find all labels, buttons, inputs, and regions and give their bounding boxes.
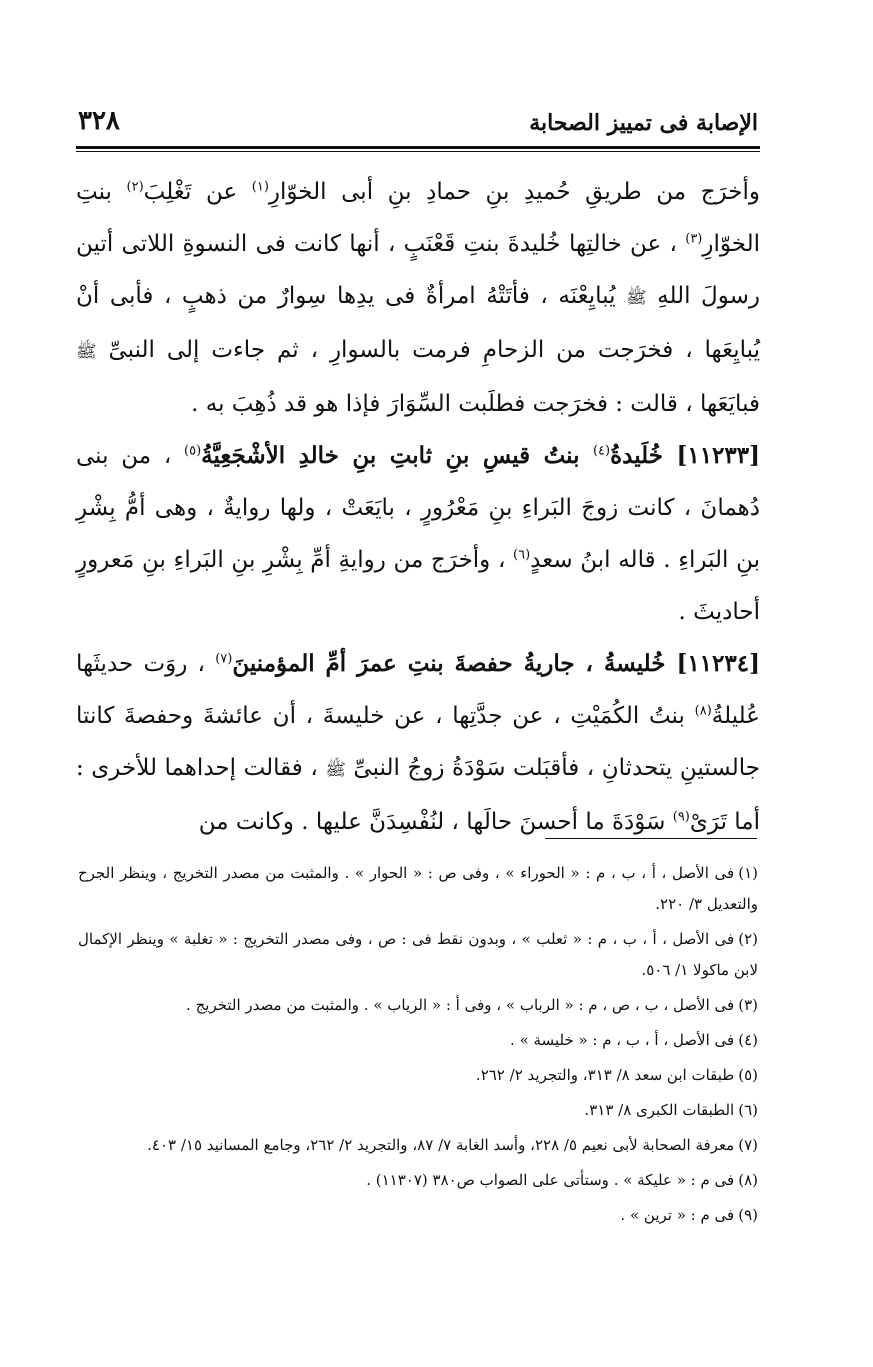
- entry-number: [١١٢٣٤]: [676, 650, 760, 677]
- footnote-text: فى الأصل ، أ ، ب ، م : « خليسة » .: [510, 1031, 735, 1049]
- footnote: [78, 1165, 758, 1196]
- footnote: [78, 1130, 758, 1161]
- footnote-text: فى م : « عليكة » . وستأتى على الصواب ص٣٨٠ (١١٣٠٧) .: [366, 1171, 735, 1189]
- text-run: ، وأخرَج من روايةِ أمِّ بِشْرِ بنِ البَراءِ بنِ مَعرورٍ أحاديثَ .: [76, 547, 760, 625]
- footnote-rule: [545, 838, 757, 839]
- footnote-marker: (٣): [685, 231, 703, 247]
- footnote: [78, 1060, 758, 1091]
- footnote-text: فى الأصل ، أ ، ب ، م : « ثعلب » ، وبدون نقط فى : ص ، وفى مصدر التخريج : « تغلبة » وينظر الإكمال لابن ماكولا ١/ ٥٠٦.: [78, 930, 758, 979]
- footnote-number: (٥): [738, 1066, 758, 1084]
- text-run: ، روَت حديثَها عُليلةُ: [76, 651, 760, 729]
- footnote-number: (٣): [738, 996, 758, 1014]
- entry-paragraph: [76, 638, 760, 848]
- text-run: ، فقالت إحداهما للأخرى : أما تَرَىْ: [76, 755, 760, 835]
- footnote-text: طبقات ابن سعد ٨/ ٣١٣، والتجريد ٢/ ٢٦٢.: [475, 1066, 735, 1084]
- entry-name: خُلَيدةُ: [610, 442, 677, 469]
- footnote-number: (٢): [738, 930, 758, 948]
- footnote-marker: (٢): [126, 179, 144, 195]
- footnote-text: فى الأصل ، أ ، ب ، م : « الحوراء » ، وفى ص : « الحوار » . والمثبت من مصدر التخريج ، وينظر الجرح والتعديل ٣/ ٢٢٠.: [78, 864, 758, 913]
- text-run: عن تَغْلِبَ: [143, 179, 252, 205]
- footnote-number: (٩): [738, 1206, 758, 1224]
- text-run: وأخرَج من طريقِ حُميدِ بنِ حمادِ بنِ أبى الخوّارِ: [268, 179, 760, 205]
- pbuh-ligature: ﷺ: [325, 760, 346, 780]
- page-number: ٣٢٨: [78, 106, 120, 136]
- footnote-number: (١): [738, 864, 758, 882]
- pbuh-ligature: ﷺ: [76, 342, 97, 362]
- footnote: [78, 858, 758, 920]
- footnote-text: فى الأصل ، ب ، ص ، م : « الرباب » ، وفى أ : « الرياب » . والمثبت من مصدر التخريج .: [186, 996, 735, 1014]
- footnote-text: فى م : « ترين » .: [620, 1206, 735, 1224]
- paragraph: [76, 166, 760, 430]
- footnote: [78, 1025, 758, 1056]
- entry-paragraph: [76, 430, 760, 638]
- text-run: فبايَعَها ، قالت : فخرَجت فطلَبت السِّوَارَ فإذا هو قد ذُهِبَ به .: [191, 391, 760, 417]
- footnote-text: معرفة الصحابة لأبى نعيم ٥/ ٢٢٨، وأسد الغابة ٧/ ٨٧، والتجريد ٢/ ٢٦٢، وجامع المسانيد ١٥/ ٤٠٣.: [147, 1136, 735, 1154]
- footnote-number: (٦): [738, 1101, 758, 1119]
- footnote-marker: (٨): [694, 703, 712, 719]
- text-run: بنتُ الكُمَيْتِ ، عن جدَّتِها ، عن خليسةَ ، أن عائشةَ وحفصةَ كانتا جالستينِ يتحدثانِ ، فأقبَلت سَوْدَةُ زوجُ النبىِّ: [76, 703, 760, 781]
- text-run: سَوْدَةَ ما أحسنَ حالَها ، لنُفْسِدَنَّ عليها . وكانت من: [198, 809, 673, 835]
- footnote-marker: (٦): [513, 547, 531, 563]
- main-text: [76, 166, 760, 848]
- entry-number: [١١٢٣٣]: [676, 442, 761, 469]
- text-run: ، عن خالتِها خُليدةَ بنتِ قَعْنَبٍ ، أنها كانت فى النسوةِ اللاتى أتين رسولَ اللهِ: [76, 231, 761, 309]
- text-run: ، من بنى دُهمانَ ، كانت زوجَ البَراءِ بنِ مَعْرُورٍ ، بايَعَتْ ، ولها روايةٌ ، وهى أمُّ بِشْرِ بنِ البَراءِ . قاله ابنُ سعدٍ: [76, 443, 760, 573]
- running-header: [78, 96, 758, 136]
- footnote-marker: (١): [251, 179, 269, 195]
- footnote: [78, 924, 758, 986]
- text-run: بنتِ الخوّارِ: [76, 179, 760, 257]
- footnotes: [78, 858, 758, 1235]
- footnote-marker: (٥): [184, 443, 202, 459]
- footnote-marker: (٩): [672, 809, 690, 825]
- footnote-marker: (٧): [215, 651, 233, 667]
- entry-name: بنتُ قيسِ بنِ ثابتِ بنِ خالدِ الأشْجَعِيَّةُ: [201, 442, 593, 469]
- footnote-marker: (٤): [592, 443, 611, 459]
- running-title: الإصابة فى تمييز الصحابة: [529, 110, 758, 136]
- pbuh-ligature: ﷺ: [626, 288, 647, 308]
- entry-name: خُليسةُ ، جاريةُ حفصةَ بنتِ عمرَ أمِّ المؤمنينَ: [232, 650, 677, 677]
- footnote: [78, 1095, 758, 1126]
- footnote: [78, 1200, 758, 1231]
- footnote: [78, 990, 758, 1021]
- footnote-number: (٨): [738, 1171, 758, 1189]
- header-rule: [76, 146, 760, 152]
- footnote-number: (٤): [738, 1031, 758, 1049]
- footnote-number: (٧): [738, 1136, 758, 1154]
- text-run: يُبايِعْنَه ، فأتَتْهُ امرأةٌ فى يدِها سِوارٌ من ذهبٍ ، فأبى أنْ يُبايِعَها ، فخرَجت من الزحامِ فرمت بالسوارِ ، ثم جاءت إلى النبىِّ: [76, 283, 760, 363]
- footnote-text: الطبقات الكبرى ٨/ ٣١٣.: [584, 1101, 735, 1119]
